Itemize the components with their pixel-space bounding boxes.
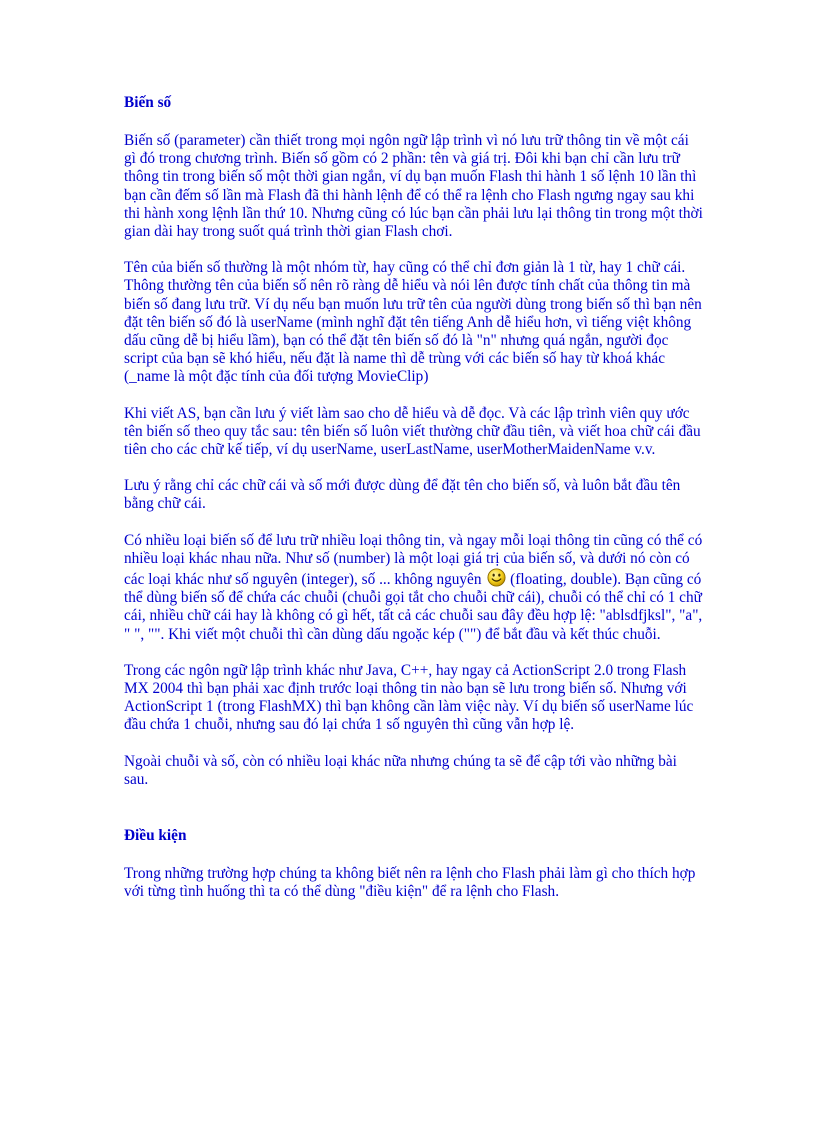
document-body [124, 92, 704, 902]
smiley-icon [487, 568, 506, 587]
paragraph-intro: Biến số (parameter) cần thiết trong mọi ngôn ngữ lập trình vì nó lưu trữ thông tin về một cái gì đó trong chương trình. Biến số gồm có 2 phần: tên và giá trị. Đôi khi bạn chỉ cần lưu trữ thông tin trong biến số một thời gian ngắn, ví dụ bạn muốn Flash thi hành 1 số lệnh 10 lần thì bạn cần đếm số lần mà Flash đã thi hành lệnh để có thể ra lệnh cho Flash ngưng ngay sau khi thi hành xong lệnh lần thứ 10. Nhưng cũng có lúc bạn cần phải lưu lại thông tin trong một thời gian dài hay trong suốt quá trình thời gian Flash chơi. [124, 132, 703, 241]
paragraph-typed-languages: Trong các ngôn ngữ lập trình khác như Java, C++, hay ngay cả ActionScript 2.0 trong Flash MX 2004 thì bạn phải xac định trước loại thông tin nào bạn sẽ lưu trong biến số. Nhưng với ActionScript 1 (trong FlashMX) thì bạn không cần làm việc này. Ví dụ biến số userName lúc đầu chứa 1 chuỗi, nhưng sau đó lại chứa 1 số nguyên thì cũng vẫn hợp lệ. [124, 661, 694, 734]
section-heading-bien-so: Biến số [124, 94, 172, 111]
paragraph-naming: Tên của biến số thường là một nhóm từ, hay cũng có thể chỉ đơn giản là 1 từ, hay 1 chữ cái. Thông thường tên của biến số nên rõ ràng dễ hiểu và nói lên được tính chất của thông tin mà biến số đang lưu trữ. Ví dụ nếu bạn muốn lưu trữ tên của người dùng trong biến số thì bạn nên đặt tên biến số đó là userName (mình nghĩ đặt tên tiếng Anh dễ hiểu hơn, vì tiếng việt không dấu cũng dễ bị hiểu lầm), bạn có thể đặt tên biến số đó là "n" nhưng quá ngắn, người đọc script của bạn sẽ khó hiểu, nếu đặt là name thì dễ trùng với các biến số hay từ khoá khác (_name là một đặc tính của đối tượng MovieClip) [124, 259, 702, 386]
paragraph-conventions: Khi viết AS, bạn cần lưu ý viết làm sao cho dễ hiểu và dễ đọc. Và các lập trình viên quy ước tên biến số theo quy tắc sau: tên biến số luôn viết thường chữ đầu tiên, và viết hoa chữ cái đầu tiên cho các chữ kế tiếp, ví dụ userName, userLastName, userMotherMaidenName v.v. [124, 404, 701, 459]
paragraph-more-types: Ngoài chuỗi và số, còn có nhiều loại khác nữa nhưng chúng ta sẽ để cập tới vào những bài sau. [124, 752, 677, 788]
paragraph-types-part1: Có nhiều loại biến số để lưu trữ nhiều loại thông tin, và ngay mỗi loại thông tin cũng có thể có nhiều loại khác nhau nữa. Như số (number) là một loại giá trị của biến số, và dưới nó còn có các loại khác như số nguyên (integer), số ... không nguyên [124, 531, 703, 589]
paragraph-conditions: Trong những trường hợp chúng ta không biết nên ra lệnh cho Flash phải làm gì cho thích hợp với từng tình huống thì ta có thể dùng "điều kiện" để ra lệnh cho Flash. [124, 865, 696, 901]
paragraph-types-part2: (floating, double). Bạn cũng có thể dùng biến số để chứa các chuỗi (chuỗi gọi tắt cho chuỗi chữ cái), chuỗi có thể chỉ có 1 chữ cái, nhiều chữ cái hay là không có gì hết, tất cả các chuỗi sau đây đều hợp lệ: "ablsdfjksl", "a", " ", "". Khi viết một chuỗi thì cần dùng dấu ngoặc kép ("") để bắt đầu và kết thúc chuỗi. [124, 571, 703, 643]
paragraph-allowed-chars: Lưu ý rằng chỉ các chữ cái và số mới được dùng để đặt tên cho biến số, và luôn bắt đầu tên bằng chữ cái. [124, 477, 681, 513]
section-heading-dieu-kien: Điều kiện [124, 827, 187, 845]
paragraph-types [124, 532, 704, 644]
